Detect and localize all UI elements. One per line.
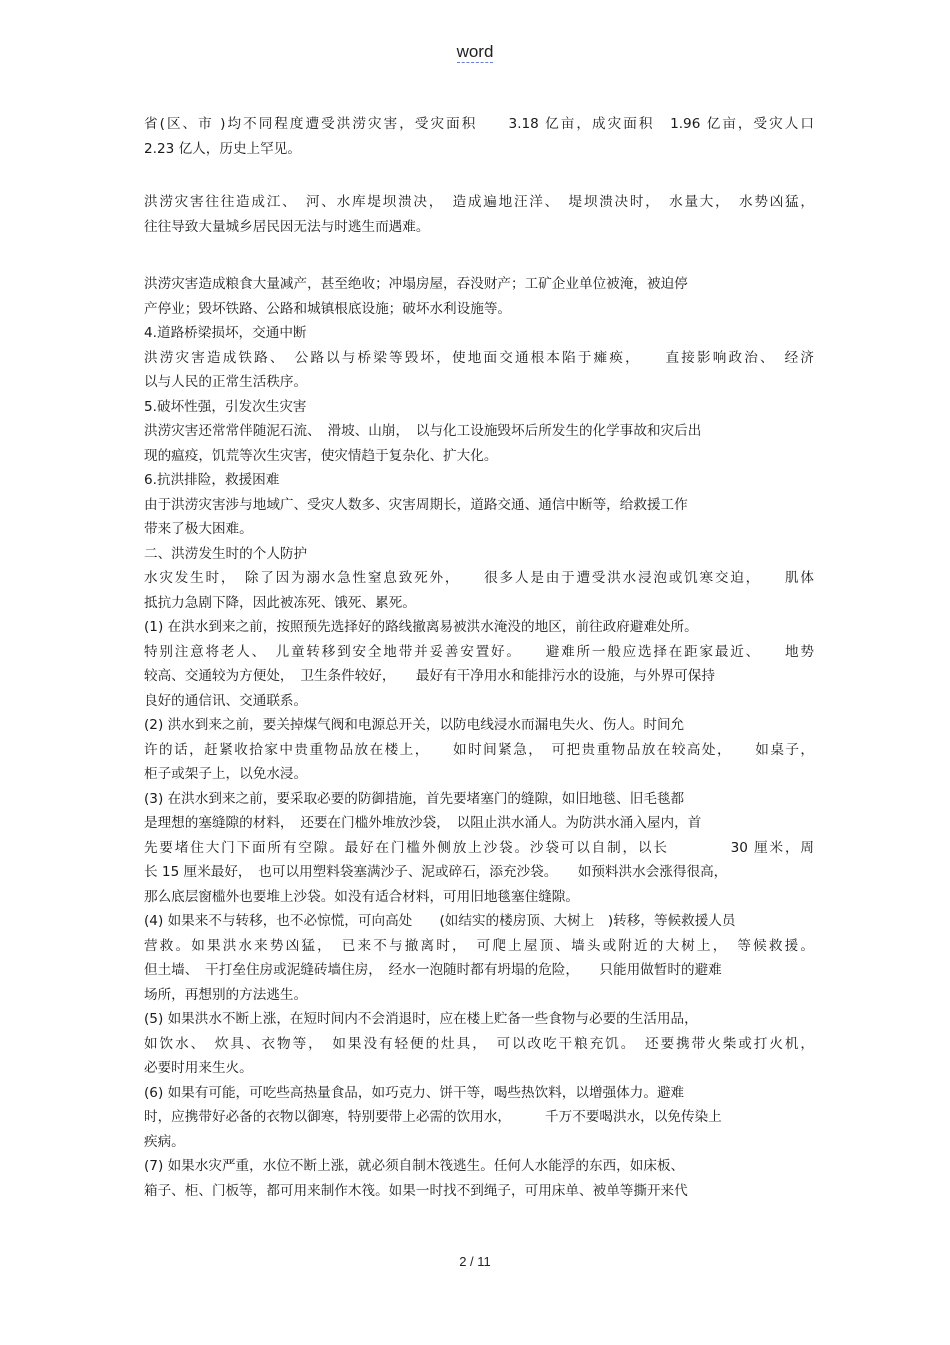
body-line: 洪涝灾害往往造成江、 河、水库堤坝溃决， 造成遍地汪洋、 堤坝溃决时， 水量大， 水势凶猛，	[144, 194, 814, 210]
body-line: 长 15 厘米最好， 也可以用塑料袋塞满沙子、泥或碎石，添充沙袋。 如预料洪水会涨得很高，	[144, 864, 728, 880]
section-heading: 二、洪涝发生时的个人防护	[144, 545, 308, 562]
document-body	[144, 112, 814, 1203]
body-line: (1) 在洪水到来之前，按照预先选择好的路线撤离易被洪水淹没的地区，前往政府避难处所。	[144, 619, 698, 635]
section-heading: 4.道路桥梁损坏，交通中断	[144, 325, 307, 341]
body-line: 但土墙、 干打垒住房或泥缝砖墙住房， 经水一泡随时都有坍塌的危险， 只能用做暂时的避难	[144, 962, 722, 978]
body-line: 洪涝灾害造成铁路、 公路以与桥梁等毁坏，使地面交通根本陷于瘫痪， 直接影响政治、 经济	[144, 349, 814, 366]
body-line: 产停业；毁坏铁路、公路和城镇根底设施；破坏水利设施等。	[144, 300, 512, 317]
page-header	[0, 42, 950, 62]
body-line: (3) 在洪水到来之前，要采取必要的防御措施，首先要堵塞门的缝隙，如旧地毯、旧毛毯都	[144, 790, 685, 807]
body-line: 是理想的塞缝隙的材料， 还要在门槛外堆放沙袋， 以阻止洪水涌人。为防洪水涌入屋内，首	[144, 815, 702, 831]
body-line: 洪涝灾害还常常伴随泥石流、 滑坡、山崩， 以与化工设施毁坏后所发生的化学事故和灾后出	[144, 423, 702, 439]
body-line: 抵抗力急剧下降，因此被冻死、饿死、累死。	[144, 594, 416, 611]
body-line: 如饮水、 炊具、衣物等， 如果没有轻便的灶具， 可以改吃干粮充饥。 还要携带火柴或打火机，	[144, 1035, 814, 1052]
page-number: 2 / 11	[459, 1254, 491, 1269]
body-line: 时，应携带好必备的衣物以御寒，特别要带上必需的饮用水， 千万不要喝洪水，以免传染上	[144, 1109, 722, 1125]
body-line: 以与人民的正常生活秩序。	[144, 374, 308, 390]
body-line: 省(区、市 )均不同程度遭受洪涝灾害，受灾面积 3.18 亿亩，成灾面积 1.96 亿亩，受灾人口	[144, 116, 814, 132]
section-heading: 6.抗洪排险，救援困难	[144, 472, 280, 488]
body-line: 场所，再想别的方法逃生。	[144, 986, 308, 1003]
body-line: (7) 如果水灾严重，水位不断上涨，就必须自制木筏逃生。任何人水能浮的东西，如床板、	[144, 1158, 685, 1174]
header-title: word	[456, 42, 494, 61]
body-line: 2.23 亿人，历史上罕见。	[144, 140, 301, 157]
body-line: 疾病。	[144, 1133, 185, 1150]
body-line: 先要堵住大门下面所有空隙。最好在门槛外侧放上沙袋。沙袋可以自制，以长 30 厘米，周	[144, 839, 814, 856]
body-line: (4) 如果来不与转移，也不必惊慌，可向高处 (如结实的楼房顶、大树上 )转移，等候救援人员	[144, 913, 736, 929]
body-line: (6) 如果有可能，可吃些高热量食品，如巧克力、饼干等，喝些热饮料，以增强体力。避难	[144, 1084, 685, 1101]
body-line: 较高、交通较为方便处， 卫生条件较好， 最好有干净用水和能排污水的设施，与外界可保持	[144, 668, 715, 684]
body-line: 带来了极大困难。	[144, 521, 253, 537]
body-line: 必要时用来生火。	[144, 1060, 253, 1076]
body-line: 柜子或架子上，以免水浸。	[144, 766, 308, 782]
body-line: 洪涝灾害造成粮食大量减产，甚至绝收；冲塌房屋，吞没财产；工矿企业单位被淹，被迫停	[144, 276, 688, 292]
body-line: 往往导致大量城乡居民因无法与时逃生而遇难。	[144, 218, 430, 235]
body-line: 水灾发生时， 除了因为溺水急性窒息致死外， 很多人是由于遭受洪水浸泡或饥寒交迫， 肌体	[144, 570, 814, 586]
body-line: (2) 洪水到来之前，要关掉煤气阀和电源总开关，以防电线浸水而漏电失火、伤人。时间允	[144, 717, 685, 733]
body-line: 那么底层窗槛外也要堆上沙袋。如没有适合材料，可用旧地毯塞住缝隙。	[144, 888, 579, 905]
body-line: (5) 如果洪水不断上涨，在短时间内不会消退时，应在楼上贮备一些食物与必要的生活用品，	[144, 1011, 698, 1027]
body-line: 良好的通信讯、交通联系。	[144, 692, 308, 709]
body-line: 由于洪涝灾害涉与地域广、受灾人数多、灾害周期长，道路交通、通信中断等，给救援工作	[144, 496, 688, 513]
section-heading: 5.破坏性强，引发次生灾害	[144, 398, 307, 415]
body-line: 许的话，赶紧收拾家中贵重物品放在楼上， 如时间紧急， 可把贵重物品放在较高处， 如桌子，	[144, 741, 814, 758]
body-line: 现的瘟疫，饥荒等次生灾害，使灾情趋于复杂化、扩大化。	[144, 447, 498, 464]
body-line: 特别注意将老人、 儿童转移到安全地带并妥善安置好。 避难所一般应选择在距家最近、 地势	[144, 643, 814, 660]
body-line: 营救。如果洪水来势凶猛， 已来不与撤离时， 可爬上屋顶、墙头或附近的大树上， 等候救援。	[144, 937, 814, 954]
body-line: 箱子、柜、门板等，都可用来制作木筏。如果一时找不到绳子，可用床单、被单等撕开来代	[144, 1182, 688, 1199]
